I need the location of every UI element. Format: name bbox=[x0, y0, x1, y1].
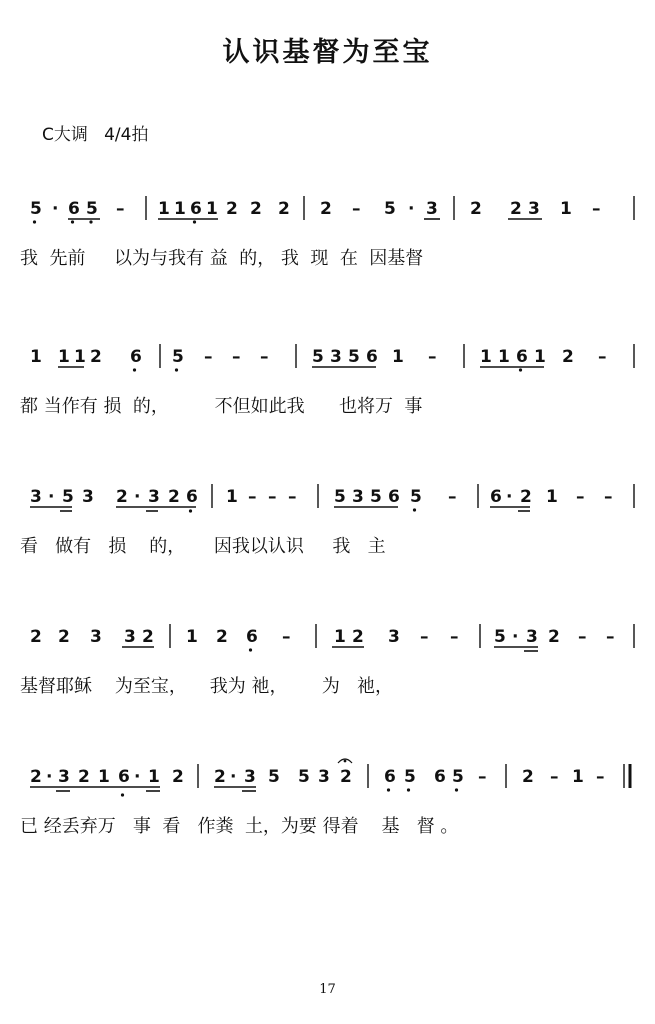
svg-text:1: 1 bbox=[206, 199, 218, 219]
svg-text:3: 3 bbox=[58, 767, 70, 787]
svg-text:·: · bbox=[512, 627, 519, 647]
svg-text:6: 6 bbox=[366, 347, 378, 367]
music-line-3 bbox=[0, 480, 655, 570]
svg-text:6: 6 bbox=[186, 487, 198, 507]
svg-text:3: 3 bbox=[244, 767, 256, 787]
svg-text:–: – bbox=[478, 767, 487, 787]
svg-text:–: – bbox=[232, 347, 241, 367]
music-line-1 bbox=[0, 192, 655, 282]
svg-text:2: 2 bbox=[510, 199, 522, 219]
svg-text:3: 3 bbox=[82, 487, 94, 507]
svg-text:2: 2 bbox=[278, 199, 290, 219]
svg-text:1: 1 bbox=[534, 347, 546, 367]
svg-text:1: 1 bbox=[498, 347, 510, 367]
svg-text:2: 2 bbox=[520, 487, 532, 507]
svg-text:5: 5 bbox=[62, 487, 74, 507]
svg-text:5: 5 bbox=[348, 347, 360, 367]
svg-text:–: – bbox=[604, 487, 613, 507]
svg-text:–: – bbox=[592, 199, 601, 219]
svg-text:1: 1 bbox=[480, 347, 492, 367]
svg-text:5: 5 bbox=[298, 767, 310, 787]
svg-text:6: 6 bbox=[388, 487, 400, 507]
svg-text:5: 5 bbox=[494, 627, 506, 647]
lyrics-line-2: 都 当作有 损 的， 不但如此我 也将万 事 bbox=[20, 396, 423, 417]
svg-text:5: 5 bbox=[312, 347, 324, 367]
svg-text:2: 2 bbox=[548, 627, 560, 647]
svg-text:2: 2 bbox=[340, 767, 352, 787]
svg-text:1: 1 bbox=[392, 347, 404, 367]
svg-text:–: – bbox=[576, 487, 585, 507]
svg-text:2: 2 bbox=[522, 767, 534, 787]
svg-text:1: 1 bbox=[148, 767, 160, 787]
svg-text:5: 5 bbox=[334, 487, 346, 507]
svg-text:·: · bbox=[408, 199, 415, 219]
svg-text:6: 6 bbox=[130, 347, 142, 367]
music-line-4 bbox=[0, 620, 655, 710]
svg-text:5: 5 bbox=[384, 199, 396, 219]
svg-text:3: 3 bbox=[528, 199, 540, 219]
svg-text:–: – bbox=[420, 627, 429, 647]
svg-text:–: – bbox=[260, 347, 269, 367]
svg-text:1: 1 bbox=[560, 199, 572, 219]
svg-text:1: 1 bbox=[74, 347, 86, 367]
svg-text:3: 3 bbox=[318, 767, 330, 787]
svg-text:–: – bbox=[268, 487, 277, 507]
svg-text:1: 1 bbox=[546, 487, 558, 507]
svg-text:–: – bbox=[450, 627, 459, 647]
svg-text:3: 3 bbox=[330, 347, 342, 367]
lyrics-line-4: 基督耶稣 为至宝， 我为 祂， 为 祂， bbox=[20, 676, 393, 697]
svg-text:5: 5 bbox=[30, 199, 42, 219]
svg-text:1: 1 bbox=[30, 347, 42, 367]
key-signature: C大调 4/4拍 bbox=[42, 125, 149, 145]
svg-text:6: 6 bbox=[118, 767, 130, 787]
svg-text:2: 2 bbox=[172, 767, 184, 787]
svg-text:2: 2 bbox=[226, 199, 238, 219]
svg-text:2: 2 bbox=[168, 487, 180, 507]
svg-text:6: 6 bbox=[68, 199, 80, 219]
lyrics-line-1: 我 先前 以为与我有 益 的， 我 现 在 因基督 bbox=[20, 248, 424, 269]
svg-text:–: – bbox=[352, 199, 361, 219]
music-line-2 bbox=[0, 340, 655, 430]
svg-text:–: – bbox=[578, 627, 587, 647]
lyrics-line-3: 看 做有 损 的， 因我以认识 我 主 bbox=[20, 536, 386, 557]
svg-text:·: · bbox=[46, 767, 53, 787]
svg-text:3: 3 bbox=[124, 627, 136, 647]
svg-text:–: – bbox=[448, 487, 457, 507]
notation-line-2 bbox=[0, 340, 655, 380]
svg-text:2: 2 bbox=[216, 627, 228, 647]
svg-text:5: 5 bbox=[86, 199, 98, 219]
svg-text:1: 1 bbox=[158, 199, 170, 219]
svg-text:·: · bbox=[134, 767, 141, 787]
svg-text:3: 3 bbox=[90, 627, 102, 647]
svg-text:3: 3 bbox=[352, 487, 364, 507]
svg-text:2: 2 bbox=[320, 199, 332, 219]
music-line-5 bbox=[0, 760, 655, 850]
svg-text:–: – bbox=[282, 627, 291, 647]
svg-text:1: 1 bbox=[98, 767, 110, 787]
notation-line-1 bbox=[0, 192, 655, 232]
svg-text:2: 2 bbox=[214, 767, 226, 787]
svg-text:6: 6 bbox=[516, 347, 528, 367]
svg-text:–: – bbox=[596, 767, 605, 787]
svg-text:5: 5 bbox=[452, 767, 464, 787]
svg-text:2: 2 bbox=[250, 199, 262, 219]
svg-text:2: 2 bbox=[90, 347, 102, 367]
svg-text:5: 5 bbox=[172, 347, 184, 367]
svg-text:·: · bbox=[230, 767, 237, 787]
page-number: 17 bbox=[319, 982, 336, 997]
svg-text:3: 3 bbox=[388, 627, 400, 647]
page-title: 认识基督为至宝 bbox=[222, 37, 433, 68]
svg-text:3: 3 bbox=[148, 487, 160, 507]
lyrics-line-5: 已 经丢弃万 事 看 作粪 土，为要 得着 基 督 。 bbox=[20, 816, 459, 837]
svg-text:1: 1 bbox=[334, 627, 346, 647]
svg-text:1: 1 bbox=[58, 347, 70, 367]
svg-text:1: 1 bbox=[572, 767, 584, 787]
notation-line-5 bbox=[0, 760, 655, 800]
svg-text:–: – bbox=[288, 487, 297, 507]
notation-line-3 bbox=[0, 480, 655, 520]
svg-text:3: 3 bbox=[30, 487, 42, 507]
svg-text:6: 6 bbox=[246, 627, 258, 647]
svg-text:3: 3 bbox=[426, 199, 438, 219]
svg-text:–: – bbox=[606, 627, 615, 647]
svg-text:–: – bbox=[248, 487, 257, 507]
svg-text:–: – bbox=[428, 347, 437, 367]
svg-text:–: – bbox=[116, 199, 125, 219]
svg-text:6: 6 bbox=[190, 199, 202, 219]
svg-text:6: 6 bbox=[384, 767, 396, 787]
svg-text:2: 2 bbox=[30, 627, 42, 647]
svg-text:6: 6 bbox=[434, 767, 446, 787]
svg-text:5: 5 bbox=[370, 487, 382, 507]
svg-text:2: 2 bbox=[116, 487, 128, 507]
svg-text:2: 2 bbox=[30, 767, 42, 787]
svg-text:–: – bbox=[550, 767, 559, 787]
svg-text:6: 6 bbox=[490, 487, 502, 507]
svg-text:1: 1 bbox=[226, 487, 238, 507]
svg-text:2: 2 bbox=[470, 199, 482, 219]
svg-text:5: 5 bbox=[268, 767, 280, 787]
svg-text:2: 2 bbox=[352, 627, 364, 647]
svg-text:·: · bbox=[506, 487, 513, 507]
svg-text:2: 2 bbox=[142, 627, 154, 647]
svg-text:·: · bbox=[134, 487, 141, 507]
svg-text:5: 5 bbox=[404, 767, 416, 787]
svg-text:1: 1 bbox=[186, 627, 198, 647]
svg-text:–: – bbox=[598, 347, 607, 367]
svg-text:·: · bbox=[52, 199, 59, 219]
svg-text:5: 5 bbox=[410, 487, 422, 507]
notation-line-4 bbox=[0, 620, 655, 660]
svg-text:1: 1 bbox=[174, 199, 186, 219]
svg-text:3: 3 bbox=[526, 627, 538, 647]
svg-text:2: 2 bbox=[58, 627, 70, 647]
svg-text:·: · bbox=[48, 487, 55, 507]
svg-text:2: 2 bbox=[562, 347, 574, 367]
svg-text:2: 2 bbox=[78, 767, 90, 787]
svg-text:–: – bbox=[204, 347, 213, 367]
